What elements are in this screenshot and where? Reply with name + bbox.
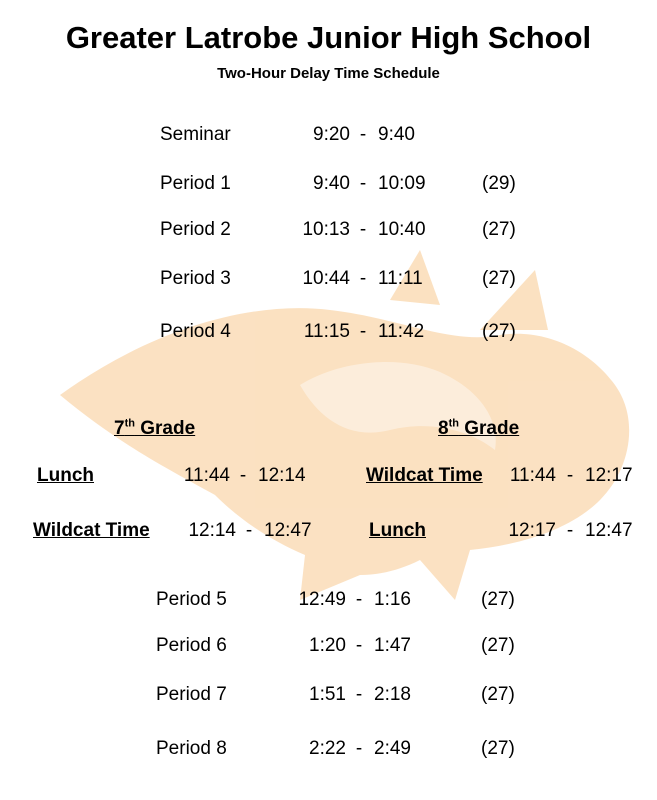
time-separator: - [566,465,574,486]
time-separator: - [355,684,363,705]
end-time: 2:49 [374,738,411,759]
schedule-label: Period 1 [160,173,231,194]
start-time: 11:44 [509,465,556,486]
duration-minutes: (29) [482,173,516,194]
time-separator: - [359,124,367,145]
end-time: 12:14 [258,465,306,486]
duration-minutes: (27) [481,635,515,656]
time-separator: - [355,589,363,610]
time-separator: - [359,268,367,289]
schedule-label: Period 5 [156,589,227,610]
end-time: 12:47 [264,520,312,541]
schedule-label: Period 7 [156,684,227,705]
end-time: 1:47 [374,635,411,656]
duration-minutes: (27) [481,738,515,759]
start-time: 9:20 [313,124,350,145]
duration-minutes: (27) [481,684,515,705]
grade-8-row-label: Wildcat Time [366,465,483,486]
time-separator: - [239,465,247,486]
duration-minutes: (27) [481,589,515,610]
end-time: 2:18 [374,684,411,705]
duration-minutes: (27) [482,321,516,342]
start-time: 2:22 [309,738,346,759]
schedule-label: Period 6 [156,635,227,656]
grade-7-row-label: Wildcat Time [33,520,150,541]
grade-8-heading: 8th Grade [438,417,520,439]
start-time: 1:51 [309,684,346,705]
grade-7-row-label: Lunch [37,465,94,486]
time-separator: - [245,520,253,541]
start-time: 12:49 [298,589,346,610]
time-separator: - [566,520,574,541]
end-time: 1:16 [374,589,411,610]
start-time: 1:20 [309,635,346,656]
page-subtitle: Two-Hour Delay Time Schedule [217,65,440,82]
schedule-label: Period 3 [160,268,231,289]
end-time: 10:09 [378,173,426,194]
start-time: 12:17 [508,520,556,541]
page-title: Greater Latrobe Junior High School [65,20,592,55]
grade-8-row-label: Lunch [369,520,426,541]
end-time: 9:40 [378,124,415,145]
start-time: 10:44 [302,268,350,289]
start-time: 11:44 [183,465,230,486]
grade-7-heading: 7th Grade [114,417,196,439]
start-time: 11:15 [303,321,350,342]
schedule-label: Period 8 [156,738,227,759]
time-separator: - [359,219,367,240]
end-time: 12:17 [585,465,633,486]
schedule-label: Period 4 [160,321,231,342]
end-time: 10:40 [378,219,426,240]
time-separator: - [359,321,367,342]
start-time: 9:40 [313,173,350,194]
end-time: 11:42 [378,321,425,342]
end-time: 11:11 [378,268,423,289]
duration-minutes: (27) [482,219,516,240]
start-time: 12:14 [188,520,236,541]
start-time: 10:13 [302,219,350,240]
time-separator: - [359,173,367,194]
end-time: 12:47 [585,520,633,541]
duration-minutes: (27) [482,268,516,289]
schedule-label: Period 2 [160,219,231,240]
time-separator: - [355,635,363,656]
time-separator: - [355,738,363,759]
schedule-label: Seminar [160,124,231,145]
